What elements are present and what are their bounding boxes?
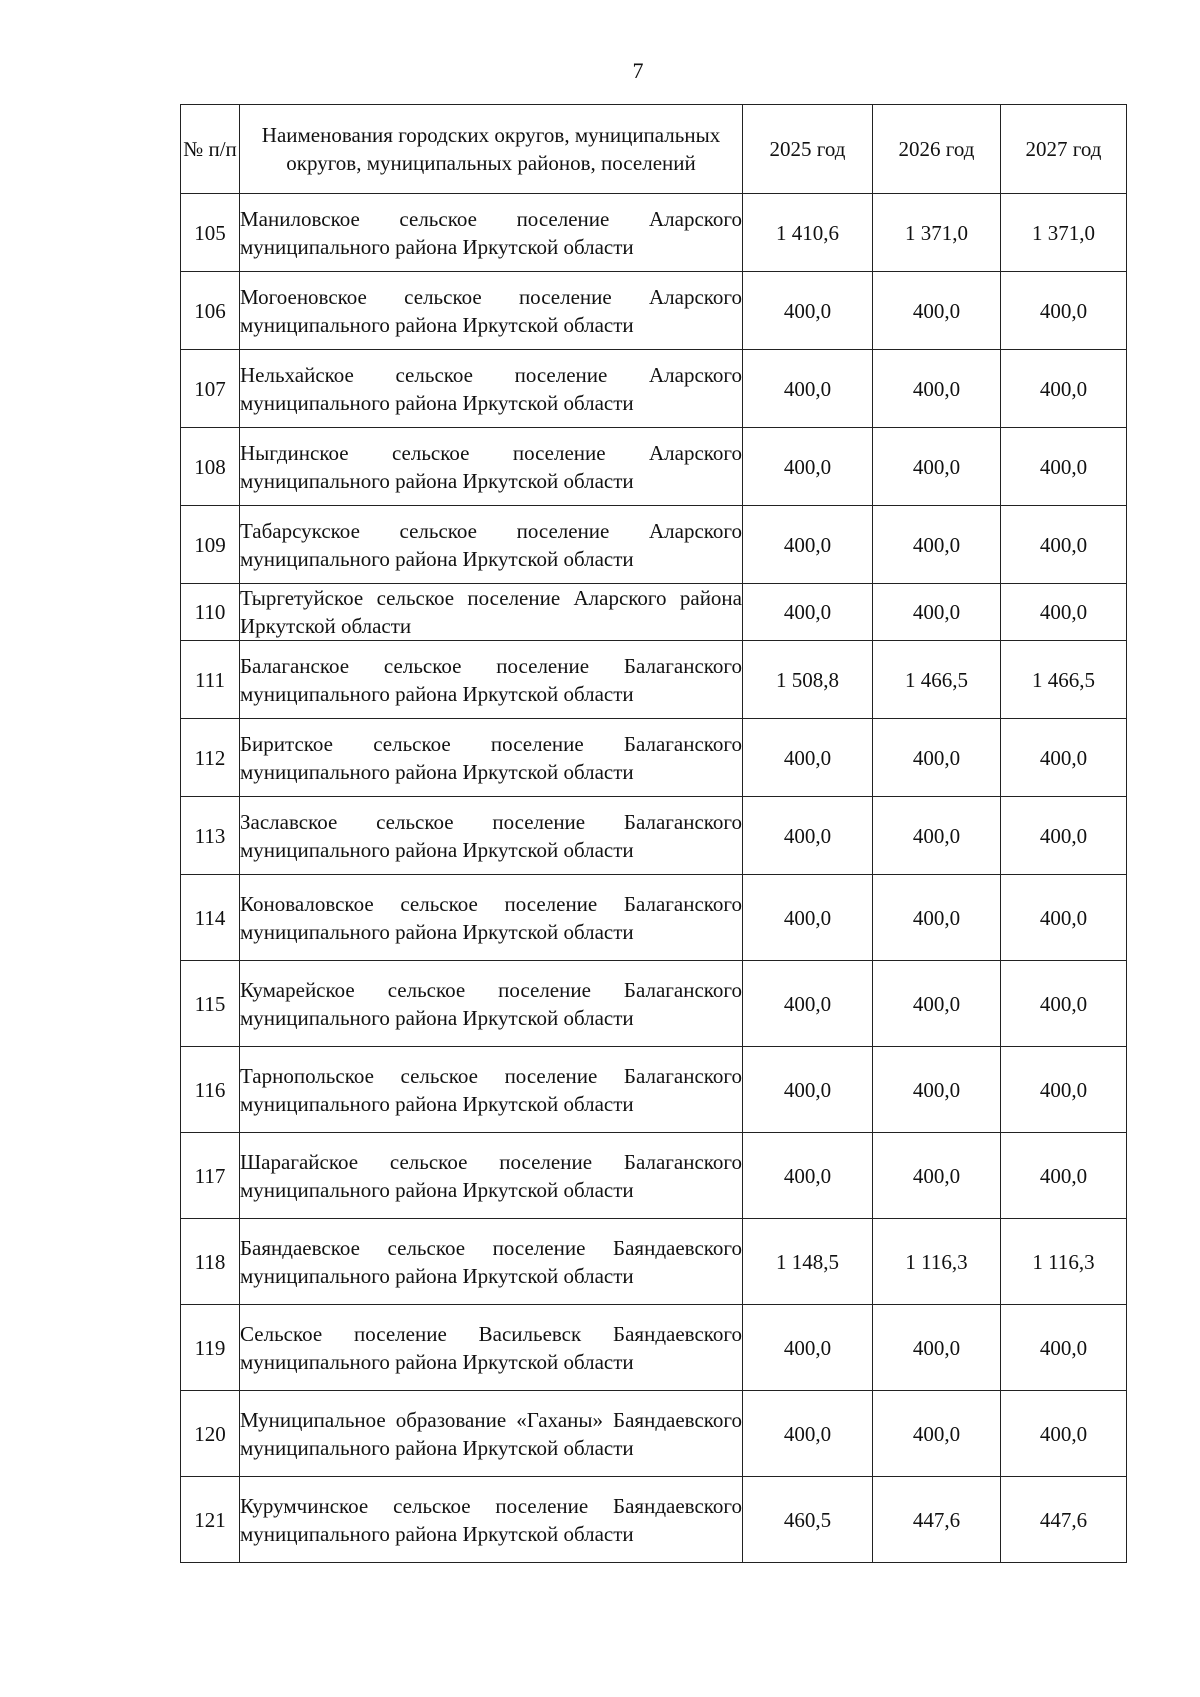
row-number: 112	[181, 719, 240, 797]
row-number: 119	[181, 1305, 240, 1391]
row-number: 105	[181, 194, 240, 272]
row-name: Биритское сельское поселение Балаганского муниципального района Иркутской области	[240, 719, 743, 797]
value-2026: 400,0	[873, 1047, 1001, 1133]
row-name: Коноваловское сельское поселение Балаганского муниципального района Иркутской области	[240, 875, 743, 961]
value-2026: 400,0	[873, 1305, 1001, 1391]
row-name: Нельхайское сельское поселение Аларского муниципального района Иркутской области	[240, 350, 743, 428]
value-2025: 1 508,8	[743, 641, 873, 719]
value-2025: 400,0	[743, 506, 873, 584]
value-2026: 400,0	[873, 797, 1001, 875]
row-name: Курумчинское сельское поселение Баяндаевского муниципального района Иркутской области	[240, 1477, 743, 1563]
value-2027: 400,0	[1001, 875, 1127, 961]
row-number: 117	[181, 1133, 240, 1219]
value-2025: 400,0	[743, 1047, 873, 1133]
row-name: Сельское поселение Васильевск Баяндаевского муниципального района Иркутской области	[240, 1305, 743, 1391]
value-2026: 400,0	[873, 350, 1001, 428]
value-2026: 1 371,0	[873, 194, 1001, 272]
row-number: 115	[181, 961, 240, 1047]
value-2025: 400,0	[743, 428, 873, 506]
value-2026: 400,0	[873, 875, 1001, 961]
value-2027: 400,0	[1001, 1133, 1127, 1219]
row-number: 109	[181, 506, 240, 584]
value-2026: 400,0	[873, 961, 1001, 1047]
value-2025: 1 410,6	[743, 194, 873, 272]
table-row	[181, 194, 1127, 272]
value-2027: 400,0	[1001, 272, 1127, 350]
row-name: Муниципальное образование «Гаханы» Баяндаевского муниципального района Иркутской области	[240, 1391, 743, 1477]
row-number: 120	[181, 1391, 240, 1477]
value-2026: 1 116,3	[873, 1219, 1001, 1305]
value-2027: 400,0	[1001, 961, 1127, 1047]
row-number: 121	[181, 1477, 240, 1563]
row-number: 113	[181, 797, 240, 875]
table-row	[181, 961, 1127, 1047]
header-2025: 2025 год	[743, 105, 873, 194]
value-2025: 400,0	[743, 875, 873, 961]
value-2026: 447,6	[873, 1477, 1001, 1563]
table-row	[181, 719, 1127, 797]
value-2025: 400,0	[743, 961, 873, 1047]
value-2025: 400,0	[743, 719, 873, 797]
row-name: Кумарейское сельское поселение Балаганского муниципального района Иркутской области	[240, 961, 743, 1047]
header-number: № п/п	[181, 105, 240, 194]
table-row	[181, 350, 1127, 428]
table-row	[181, 797, 1127, 875]
value-2027: 1 371,0	[1001, 194, 1127, 272]
row-name: Маниловское сельское поселение Аларского муниципального района Иркутской области	[240, 194, 743, 272]
row-name: Шарагайское сельское поселение Балаганского муниципального района Иркутской области	[240, 1133, 743, 1219]
row-number: 111	[181, 641, 240, 719]
allocation-table	[180, 104, 1127, 1563]
value-2027: 400,0	[1001, 506, 1127, 584]
table-header-row	[181, 105, 1127, 194]
row-name: Тыргетуйское сельское поселение Аларского района Иркутской области	[240, 584, 743, 641]
row-name: Могоеновское сельское поселение Аларского муниципального района Иркутской области	[240, 272, 743, 350]
table-row	[181, 1133, 1127, 1219]
table-row	[181, 875, 1127, 961]
row-number: 106	[181, 272, 240, 350]
table-row	[181, 428, 1127, 506]
table-row	[181, 1391, 1127, 1477]
row-number: 114	[181, 875, 240, 961]
row-number: 116	[181, 1047, 240, 1133]
table-row	[181, 1219, 1127, 1305]
value-2025: 400,0	[743, 797, 873, 875]
value-2027: 400,0	[1001, 1391, 1127, 1477]
value-2027: 400,0	[1001, 584, 1127, 641]
table-row	[181, 584, 1127, 641]
header-2026: 2026 год	[873, 105, 1001, 194]
value-2027: 400,0	[1001, 428, 1127, 506]
value-2025: 400,0	[743, 350, 873, 428]
row-name: Балаганское сельское поселение Балаганского муниципального района Иркутской области	[240, 641, 743, 719]
value-2026: 400,0	[873, 428, 1001, 506]
value-2025: 460,5	[743, 1477, 873, 1563]
value-2025: 400,0	[743, 272, 873, 350]
value-2027: 447,6	[1001, 1477, 1127, 1563]
table-row	[181, 1305, 1127, 1391]
value-2026: 400,0	[873, 272, 1001, 350]
table-row	[181, 272, 1127, 350]
table-row	[181, 1477, 1127, 1563]
row-name: Баяндаевское сельское поселение Баяндаевского муниципального района Иркутской области	[240, 1219, 743, 1305]
table-row	[181, 1047, 1127, 1133]
value-2026: 400,0	[873, 1391, 1001, 1477]
row-name: Тарнопольское сельское поселение Балаганского муниципального района Иркутской области	[240, 1047, 743, 1133]
value-2025: 400,0	[743, 1133, 873, 1219]
row-number: 110	[181, 584, 240, 641]
header-name: Наименования городских округов, муниципальных округов, муниципальных районов, поселений	[240, 105, 743, 194]
value-2026: 400,0	[873, 719, 1001, 797]
row-number: 107	[181, 350, 240, 428]
table-row	[181, 641, 1127, 719]
value-2027: 400,0	[1001, 797, 1127, 875]
value-2027: 400,0	[1001, 1305, 1127, 1391]
header-2027: 2027 год	[1001, 105, 1127, 194]
row-name: Ныгдинское сельское поселение Аларского муниципального района Иркутской области	[240, 428, 743, 506]
value-2025: 1 148,5	[743, 1219, 873, 1305]
value-2027: 400,0	[1001, 350, 1127, 428]
row-number: 108	[181, 428, 240, 506]
value-2026: 400,0	[873, 584, 1001, 641]
value-2026: 400,0	[873, 1133, 1001, 1219]
row-name: Табарсукское сельское поселение Аларского муниципального района Иркутской области	[240, 506, 743, 584]
value-2025: 400,0	[743, 1305, 873, 1391]
row-number: 118	[181, 1219, 240, 1305]
value-2025: 400,0	[743, 584, 873, 641]
value-2027: 1 466,5	[1001, 641, 1127, 719]
value-2027: 400,0	[1001, 1047, 1127, 1133]
value-2026: 1 466,5	[873, 641, 1001, 719]
value-2026: 400,0	[873, 506, 1001, 584]
table-row	[181, 506, 1127, 584]
value-2027: 1 116,3	[1001, 1219, 1127, 1305]
page-number: 7	[632, 58, 644, 83]
value-2025: 400,0	[743, 1391, 873, 1477]
value-2027: 400,0	[1001, 719, 1127, 797]
row-name: Заславское сельское поселение Балаганского муниципального района Иркутской области	[240, 797, 743, 875]
